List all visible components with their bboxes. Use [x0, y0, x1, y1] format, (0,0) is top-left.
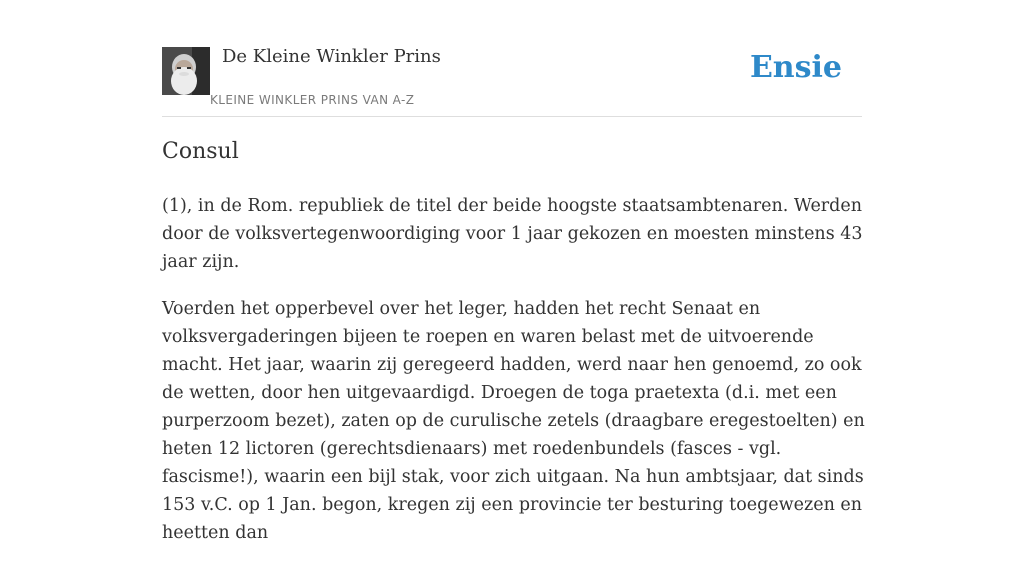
article-paragraph: Voerden het opperbevel over het leger, hadden het recht Senaat en volksvergaderingen bijeen te roepen en waren belast met de uitvoerende macht. Het jaar, waarin zij geregeerd hadden, werd naar hen genoemd, zo ook de wetten, door hen uitgevaardigd. Droegen de toga praetexta (d.i. met een purperzoom bezet), zaten op de curulische zetels (draagbare eregestoelten) en heten 12 lictoren (gerechtsdienaars) met roedenbundels (fasces - vgl. fascisme!), waarin een bijl stak, voor zich uitgaan. Na hun ambtsjaar, dat sinds 153 v.C. op 1 Jan. begon, kregen zij een provincie ter besturing toegewezen en heetten dan: [162, 299, 865, 543]
article-paragraph: (1), in de Rom. republiek de titel der beide hoogste staatsambtenaren. Werden door de volksvertegenwoordiging voor 1 jaar gekozen en moesten minstens 43 jaar zijn.: [162, 196, 863, 272]
brand-logo[interactable]: Ensie: [749, 50, 842, 85]
author-avatar[interactable]: [162, 47, 210, 95]
author-name[interactable]: De Kleine Winkler Prins: [222, 46, 441, 67]
source-name[interactable]: KLEINE WINKLER PRINS VAN A-Z: [210, 93, 415, 107]
page-title: Consul: [162, 139, 239, 164]
article-body: [162, 192, 867, 566]
bearded-man-portrait-icon: [162, 47, 210, 95]
header: [162, 0, 862, 117]
